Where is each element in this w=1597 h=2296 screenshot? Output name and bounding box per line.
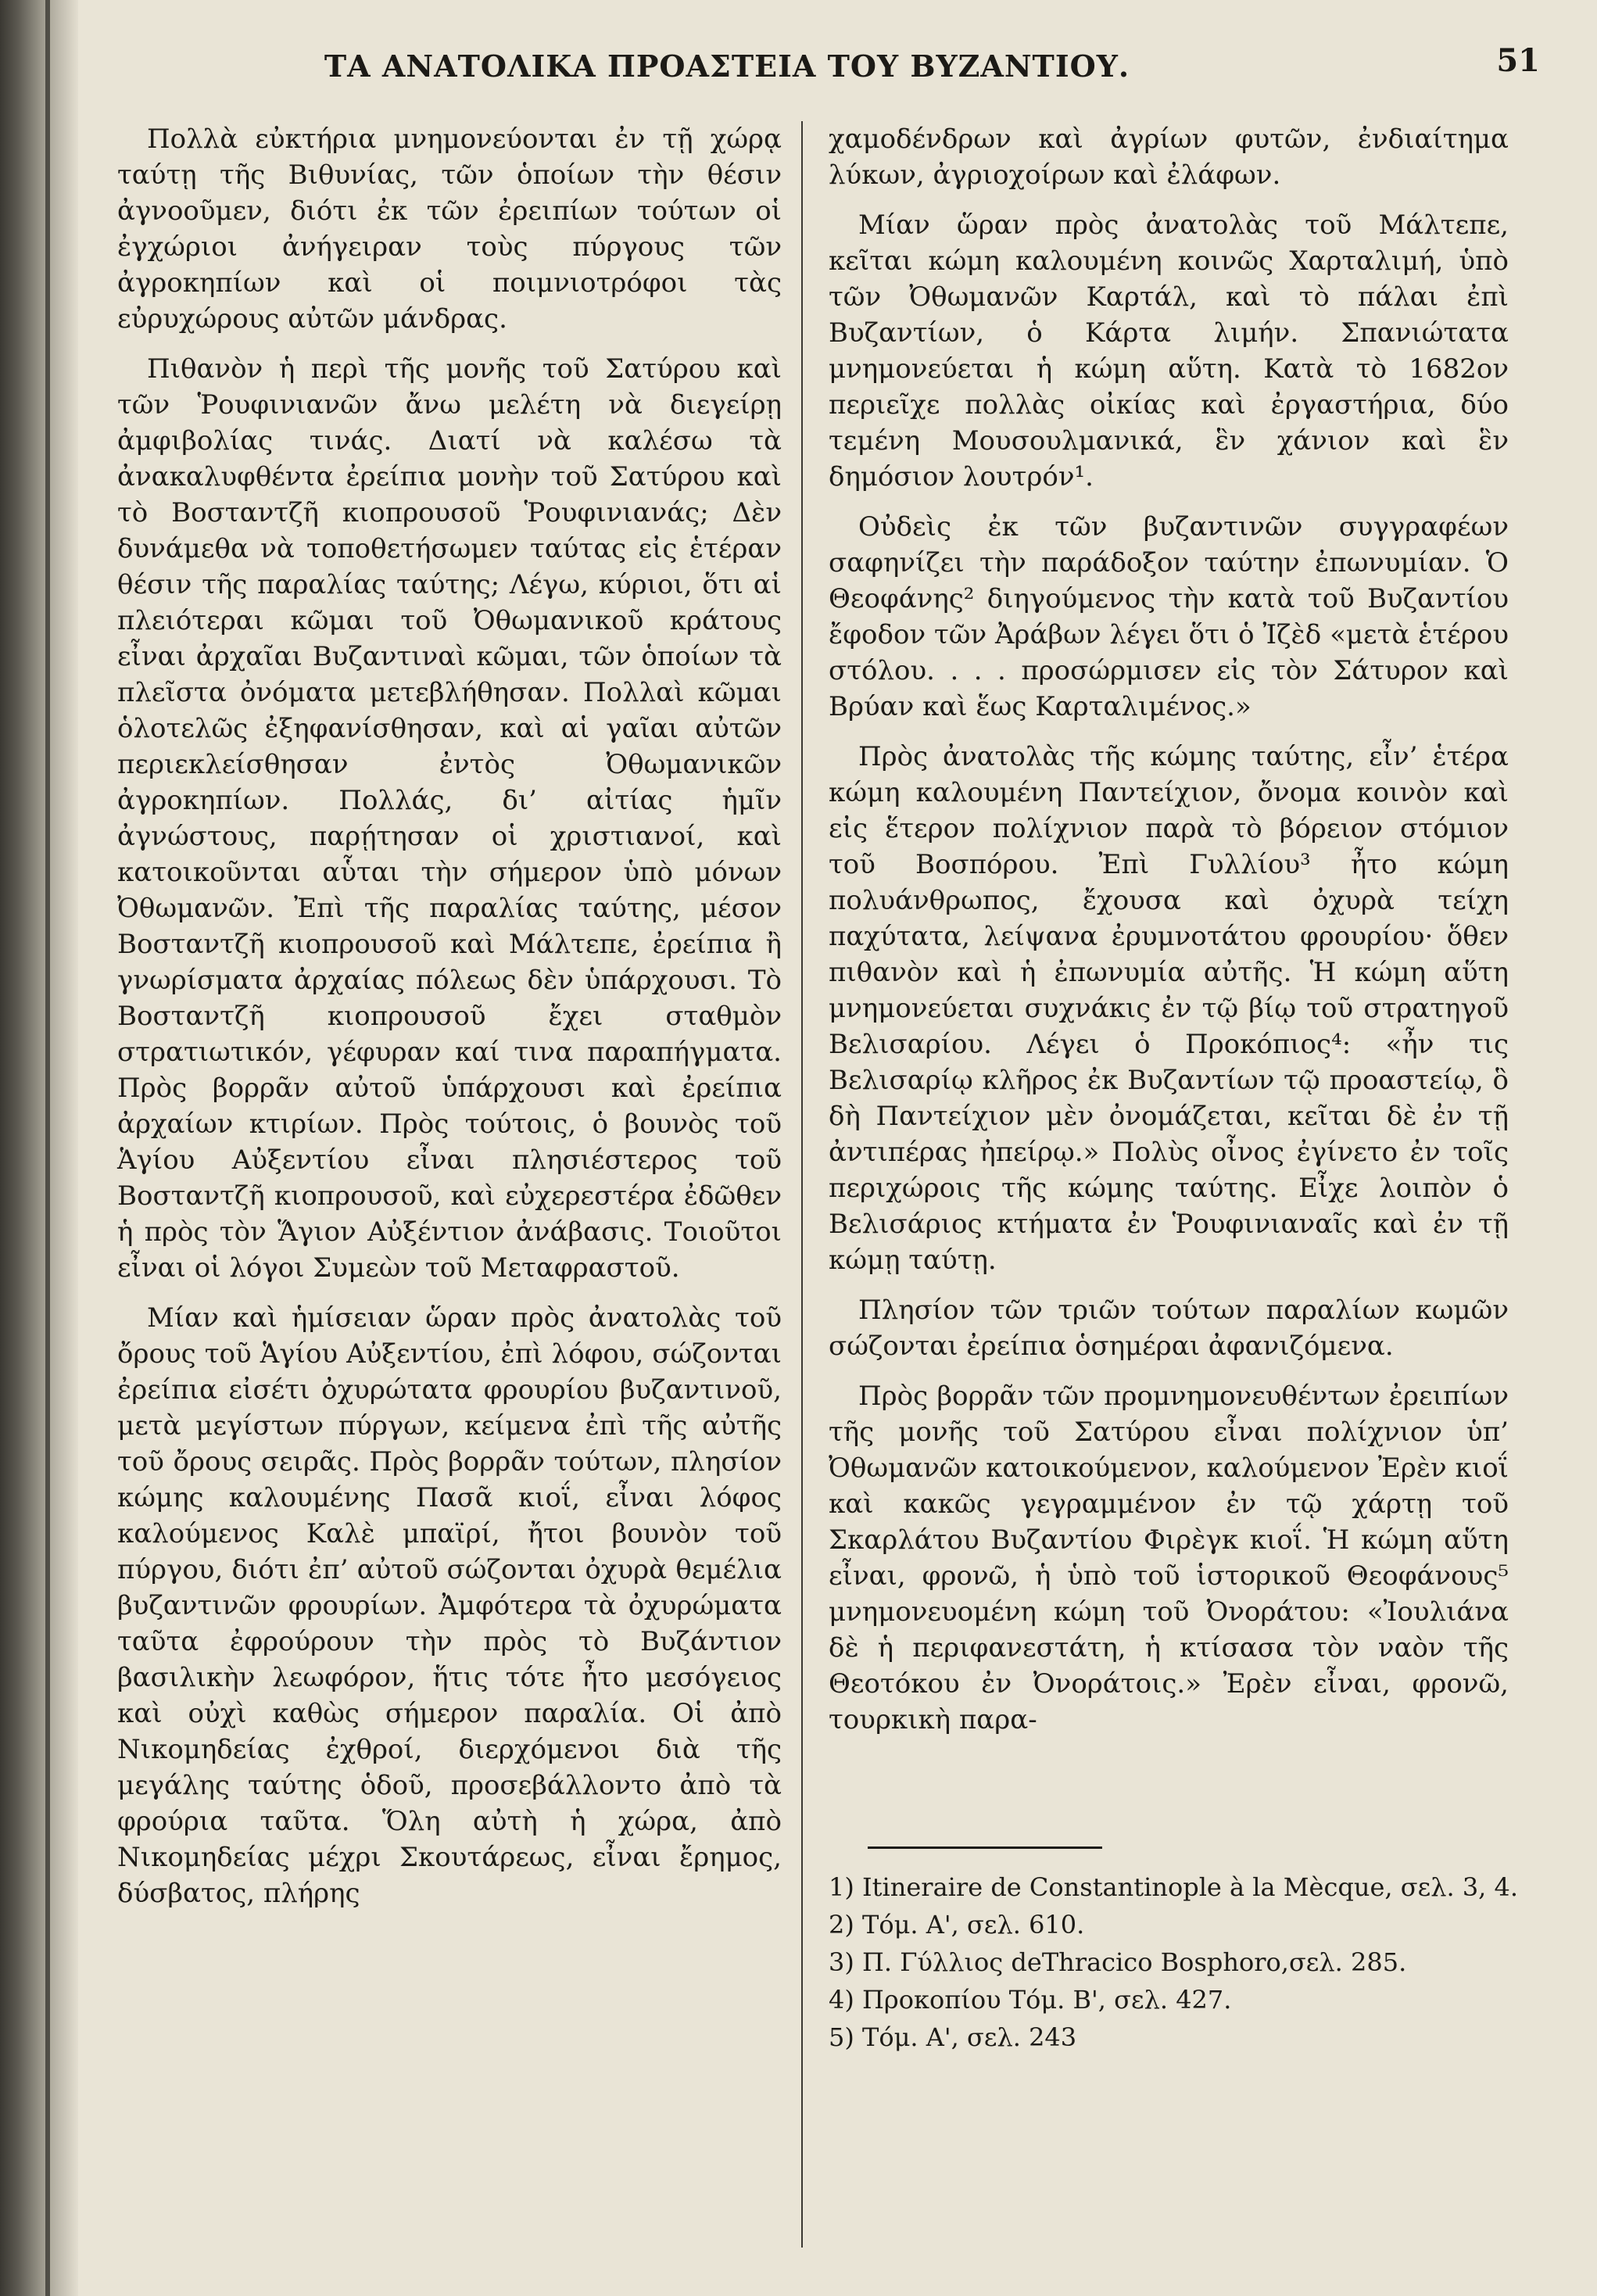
running-title: ΤΑ ΑΝΑΤΟΛΙΚΑ ΠΡΟΑΣΤΕΙΑ ΤΟΥ ΒΥΖΑΝΤΙΟΥ. bbox=[324, 48, 1130, 84]
paragraph: Μίαν καὶ ἡμίσειαν ὥραν πρὸς ἀνατολὰς τοῦ ὄρους τοῦ Ἁγίου Αὐξεντίου, ἐπὶ λόφου, σώζονται ἐρείπια εἰσέτι ὀχυρώτατα φρουρίου βυζαντινοῦ, μετὰ μεγίστων πύργων, κείμενα ἐπὶ τῆς αὐτῆς τοῦ ὄρους σειρᾶς. Πρὸς βορρᾶν τούτων, πλησίον κώμης καλουμένης Πασᾶ κιοΐ, εἶναι λόφος καλούμενος Καλὲ μπαϊρί, ἤτοι βουνὸν τοῦ πύργου, διότι ἐπ’ αὐτοῦ σώζονται ὀχυρὰ θεμέλια βυζαντινῶν φρουρίων. Ἀμφότερα τὰ ὀχυρώματα ταῦτα ἐφρούρουν τὴν πρὸς τὸ Βυζάντιον βασιλικὴν λεωφόρον, ἥτις τότε ἦτο μεσόγειος καὶ οὐχὶ καθὼς σήμερον παραλία. Οἱ ἀπὸ Νικομηδείας ἐχθροί, διερχόμενοι διὰ τῆς μεγάλης ταύτης ὁδοῦ, προσεβάλλοντο ἀπὸ τὰ φρούρια ταῦτα. Ὅλη αὐτὴ ἡ χώρα, ἀπὸ Νικομηδείας μέχρι Σκουτάρεως, εἶναι ἔρημος, δύσβατος, πλήρης bbox=[117, 1302, 782, 1909]
left-column bbox=[117, 121, 782, 2248]
page-number: 51 bbox=[1496, 42, 1540, 79]
footnote: 1) Itineraire de Constantinople à la Mècque, σελ. 3, 4. bbox=[829, 1872, 1519, 1902]
paragraph: Οὐδεὶς ἐκ τῶν βυζαντινῶν συγγραφέων σαφηνίζει τὴν παράδοξον ταύτην ἐπωνυμίαν. Ὁ Θεοφάνης² διηγούμενος τὴν κατὰ τοῦ Βυζαντίου ἔφοδον τῶν Ἀράβων λέγει ὅτι ὁ Ἰζὲδ «μετὰ ἑτέρου στόλου. . . . προσώρμισεν εἰς τὸν Σάτυρον καὶ Βρύαν καὶ ἕως Καρταλιμένος.» bbox=[829, 511, 1509, 722]
footnotes bbox=[829, 1868, 1532, 2056]
paragraph: Μίαν ὥραν πρὸς ἀνατολὰς τοῦ Μάλτεπε, κεῖται κώμη καλουμένη κοινῶς Χαρταλιμή, ὑπὸ τῶν Ὀθωμανῶν Καρτάλ, καὶ τὸ πάλαι ἐπὶ Βυζαντίων, ὁ Κάρτα λιμήν. Σπανιώτατα μνημονεύεται ἡ κώμη αὕτη. Κατὰ τὸ 1682ον περιεῖχε πολλὰς οἰκίας καὶ ἐργαστήρια, δύο τεμένη Μουσουλμανικά, ἓν χάνιον καὶ ἓν δημόσιον λουτρόν¹. bbox=[829, 210, 1509, 493]
footnote: 2) Τόμ. Α', σελ. 610. bbox=[829, 1910, 1085, 1940]
paragraph: χαμοδένδρων καὶ ἀγρίων φυτῶν, ἐνδιαίτημα λύκων, ἀγριοχοίρων καὶ ἐλάφων. bbox=[829, 124, 1509, 191]
running-head bbox=[86, 31, 1571, 94]
paragraph: Πρὸς ἀνατολὰς τῆς κώμης ταύτης, εἶν’ ἑτέρα κώμη καλουμένη Παντείχιον, ὄνομα κοινὸν καὶ εἰς ἕτερον πολίχνιον παρὰ τὸ βόρειον στόμιον τοῦ Βοσπόρου. Ἐπὶ Γυλλίου³ ἦτο κώμη πολυάνθρωπος, ἔχουσα καὶ ὀχυρὰ τείχη παχύτατα, λείψανα ἐρυμνοτάτου φρουρίου· ὅθεν πιθανὸν καὶ ἡ ἐπωνυμία αὐτῆς. Ἡ κώμη αὕτη μνημονεύεται συχνάκις ἐν τῷ βίῳ τοῦ στρατηγοῦ Βελισαρίου. Λέγει ὁ Προκόπιος⁴: «ἦν τις Βελισαρίῳ κλῆρος ἐκ Βυζαντίων τῷ προαστείῳ, ὃ δὴ Παντείχιον μὲν ὀνομάζεται, κεῖται δὲ ἐν τῇ ἀντιπέρας ἠπείρῳ.» Πολὺς οἶνος ἐγίνετο ἐν τοῖς περιχώροις τῆς κώμης ταύτης. Εἶχε λοιπὸν ὁ Βελισάριος κτήματα ἐν Ῥουφινιαναῖς καὶ ἐν τῇ κώμῃ ταύτῃ. bbox=[829, 741, 1509, 1276]
footnote: 5) Τόμ. Α', σελ. 243 bbox=[829, 2022, 1077, 2052]
footnote: 4) Προκοπίου Τόμ. Β', σελ. 427. bbox=[829, 1985, 1232, 2015]
paragraph: Πολλὰ εὐκτήρια μνημονεύονται ἐν τῇ χώρᾳ ταύτῃ τῆς Βιθυνίας, τῶν ὁποίων τὴν θέσιν ἀγνοοῦμεν, διότι ἐκ τῶν ἐρειπίων τούτων οἱ ἐγχώριοι ἀνήγειραν τοὺς πύργους τῶν ἀγροκηπίων καὶ οἱ ποιμνιοτρόφοι τὰς εὐρυχώρους αὐτῶν μάνδρας. bbox=[117, 124, 782, 335]
column-divider bbox=[801, 121, 803, 2248]
right-column bbox=[829, 121, 1509, 1841]
binding-gutter-shadow bbox=[0, 0, 78, 2296]
paragraph: Πρὸς βορρᾶν τῶν προμνημονευθέντων ἐρειπίων τῆς μονῆς τοῦ Σατύρου εἶναι πολίχνιον ὑπ’ Ὀθωμανῶν κατοικούμενον, καλούμενον Ἐρὲν κιοΐ καὶ κακῶς γεγραμμένον ἐν τῷ χάρτῃ τοῦ Σκαρλάτου Βυζαντίου Φιρὲγκ κιοΐ. Ἡ κώμη αὕτη εἶναι, φρονῶ, ἡ ὑπὸ τοῦ ἱστορικοῦ Θεοφάνους⁵ μνημονευομένη κώμη τοῦ Ὀνοράτου: «Ἰουλιάνα δὲ ἡ περιφανεστάτη, ἡ κτίσασα τὸν ναὸν τῆς Θεοτόκου ἐν Ὀνοράτοις.» Ἐρὲν εἶναι, φρονῶ, τουρκικὴ παρα- bbox=[829, 1381, 1509, 1735]
footnote: 3) Π. Γύλλιος deThracico Bosphoro,σελ. 285. bbox=[829, 1947, 1407, 1977]
paragraph: Πλησίον τῶν τριῶν τούτων παραλίων κωμῶν σώζονται ἐρείπια ὁσημέραι ἀφανιζόμενα. bbox=[829, 1295, 1509, 1362]
footnote-rule bbox=[868, 1846, 1102, 1849]
book-page bbox=[86, 31, 1571, 2275]
paragraph: Πιθανὸν ἡ περὶ τῆς μονῆς τοῦ Σατύρου καὶ τῶν Ῥουφινιανῶν ἄνω μελέτη νὰ διεγείρῃ ἀμφιβολίας τινάς. Διατί νὰ καλέσω τὰ ἀνακαλυφθέντα ἐρείπια μονὴν τοῦ Σατύρου καὶ τὸ Βοσταντζῆ κιοπρουσοῦ Ῥουφινιανάς; Δὲν δυνάμεθα νὰ τοποθετήσωμεν ταύτας εἰς ἑτέραν θέσιν τῆς παραλίας ταύτης; Λέγω, κύριοι, ὅτι αἱ πλειότεραι κῶμαι τοῦ Ὀθωμανικοῦ κράτους εἶναι ἀρχαῖαι Βυζαντιναὶ κῶμαι, τῶν ὁποίων τὰ πλεῖστα ὀνόματα μετεβλήθησαν. Πολλαὶ κῶμαι ὁλοτελῶς ἐξηφανίσθησαν, καὶ αἱ γαῖαι αὐτῶν περιεκλείσθησαν ἐντὸς Ὀθωμανικῶν ἀγροκηπίων. Πολλάς, δι’ αἰτίας ἡμῖν ἀγνώστους, παρῄτησαν οἱ χριστιανοί, καὶ κατοικοῦνται αὗται τὴν σήμερον ὑπὸ μόνων Ὀθωμανῶν. Ἐπὶ τῆς παραλίας ταύτης, μέσον Βοσταντζῆ κιοπρουσοῦ καὶ Μάλτεπε, ἐρείπια ἢ γνωρίσματα ἀρχαίας πόλεως δὲν ὑπάρχουσι. Τὸ Βοσταντζῆ κιοπρουσοῦ ἔχει σταθμὸν στρατιωτικόν, γέφυραν καί τινα παραπήγματα. Πρὸς βορρᾶν αὐτοῦ ὑπάρχουσι καὶ ἐρείπια ἀρχαίων κτιρίων. Πρὸς τούτοις, ὁ βουνὸς τοῦ Ἁγίου Αὐξεντίου εἶναι πλησιέστερος τοῦ Βοσταντζῆ κιοπρουσοῦ, καὶ εὐχερεστέρα ἐδῶθεν ἡ πρὸς τὸν Ἅγιον Αὐξέντιον ἀνάβασις. Τοιοῦτοι εἶναι οἱ λόγοι Συμεὼν τοῦ Μεταφραστοῦ. bbox=[117, 353, 782, 1284]
binding-gutter-line bbox=[45, 0, 50, 2296]
